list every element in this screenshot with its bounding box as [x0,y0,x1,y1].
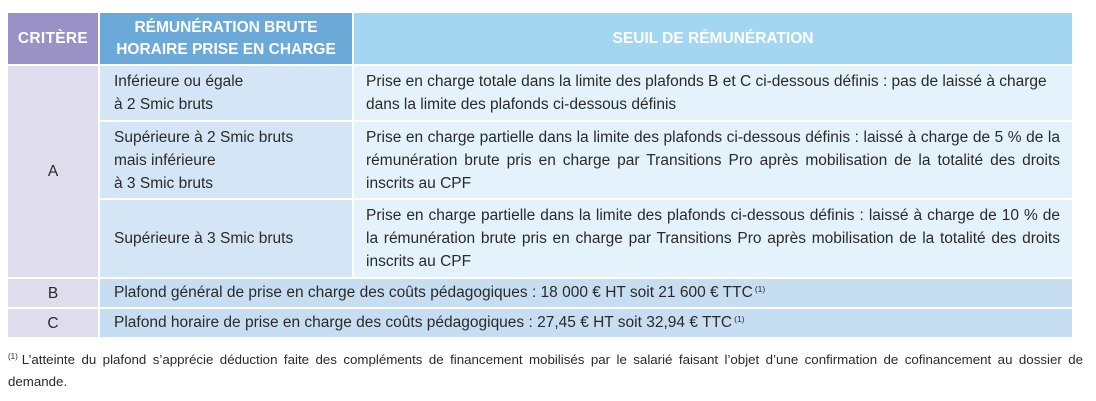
plafond-horaire-text: Plafond horaire de prise en charge des coûts pédagogiques : 27,45 € HT soit 32,94 € TTC [114,313,733,331]
plafond-general-cell [100,279,1072,309]
remuneration-line: mais inférieure [114,151,216,169]
remuneration-line: à 3 Smic bruts [114,174,214,192]
header-remuneration-line1: RÉMUNÉRATION BRUTE [134,18,318,36]
footnote-ref: (1) [754,283,766,294]
header-remuneration [100,13,354,66]
criterion-b: B [8,279,100,309]
remuneration-line: à 2 Smic bruts [114,96,214,113]
seuil-cell-2: Prise en charge partielle dans la limite des plafonds ci-dessous définis : laissé à charge de 5 % de la rémunération brute pris en charge par Transitions Pro après mobilisation de la totalité des droits inscrits au CPF [354,122,1072,200]
remuneration-cell-3 [100,200,354,279]
plafond-horaire-cell [100,309,1072,339]
remuneration-line: Inférieure ou égale [114,73,244,90]
header-critere: CRITÈRE [8,13,100,66]
footnote-marker: (1) [8,352,18,361]
footnote-ref: (1) [734,313,745,324]
footnote [8,350,1083,392]
remuneration-line: Supérieure à 3 Smic bruts [114,230,294,247]
footnote-text: L’atteinte du plafond s’apprécie déduction faite des compléments de financement mobilisés par le salarié faisant l’objet d’une confirmation de cofinancement au dossier de demande. [8,352,1083,389]
remuneration-line: Supérieure à 2 Smic bruts [114,128,294,146]
seuil-cell-1: Prise en charge totale dans la limite des plafonds B et C ci-dessous définis : pas de laissé à charge dans la limite des plafonds ci-dessous définis [354,66,1072,122]
remuneration-table [8,13,1072,339]
seuil-cell-3: Prise en charge partielle dans la limite des plafonds ci-dessous définis : laissé à charge de 10 % de la rémunération brute pris en charge par Transitions Pro après mobilisation de la totalité des droits inscrits au CPF [354,200,1072,279]
header-seuil: SEUIL DE RÉMUNÉRATION [354,13,1072,66]
remuneration-cell-1 [100,66,354,122]
criterion-c: C [8,309,100,339]
header-remuneration-line2: HORAIRE PRISE EN CHARGE [116,40,336,58]
remuneration-cell-2 [100,122,354,200]
criterion-a: A [8,66,100,279]
plafond-general-text: Plafond général de prise en charge des coûts pédagogiques : 18 000 € HT soit 21 600 € TTC [114,283,753,301]
